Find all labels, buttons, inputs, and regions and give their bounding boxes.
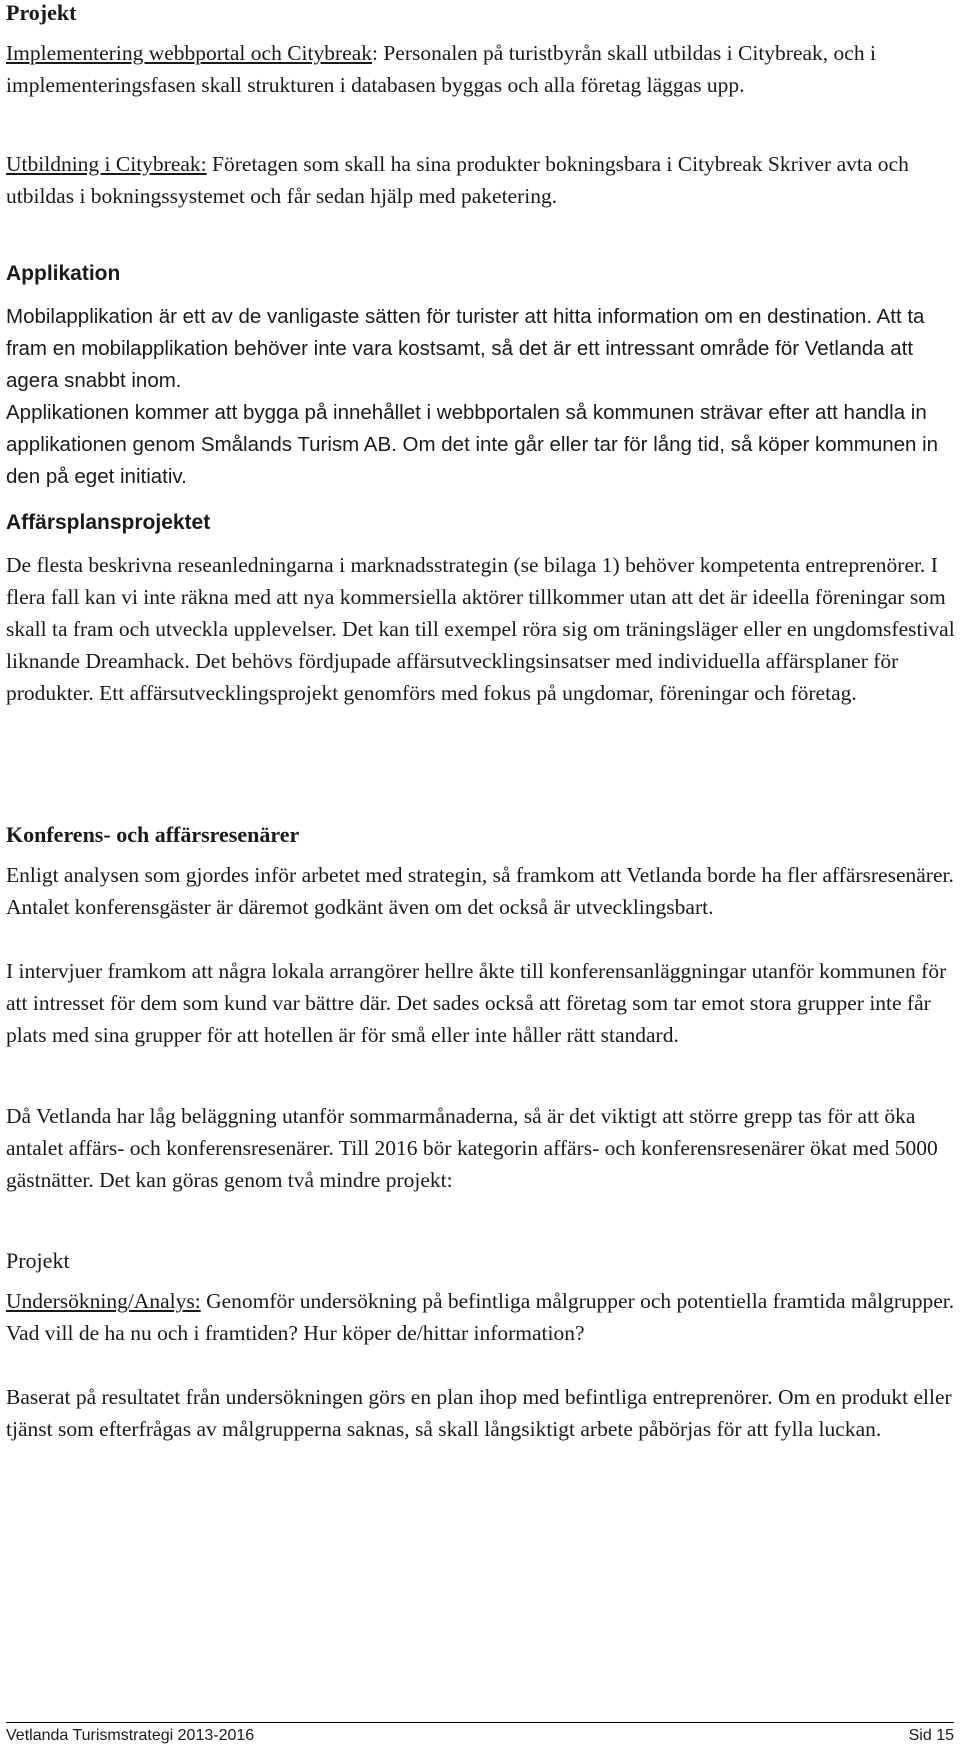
- footer-divider: [6, 1722, 954, 1723]
- paragraph-text: : Personalen på turistbyrån skall utbildas i Citybreak, och i implementeringsfasen skall strukturen i databasen byggas och alla företag läggas upp.: [6, 41, 876, 97]
- paragraph-affarsplan: De flesta beskrivna reseanledningarna i marknadsstrategin (se bilaga 1) behöver kompetenta entreprenörer. I flera fall kan vi inte räkna med att nya kommersiella aktörer tillkommer utan att det är ideella föreningar som skall ta fram och utveckla upplevelser. Det kan till exempel röra sig om träningsläger eller en ungdomsfestival liknande Dreamhack. Det behövs fördjupade affärsutvecklingsinsatser med individuella affärsplaner för produkter. Ett affärsutvecklingsprojekt genomförs med fokus på ungdomar, föreningar och företag.: [6, 553, 955, 705]
- underlined-lead: Implementering webbportal och Citybreak: [6, 41, 372, 65]
- page-footer: [6, 1727, 954, 1751]
- paragraph-text: Företagen som skall ha sina produkter bokningsbara i Citybreak Skriver avta och utbildas i bokningssystemet och får sedan hjälp med paketering.: [6, 152, 909, 208]
- paragraph-applikation-1: Mobilapplikation är ett av de vanligaste sätten för turister att hitta information om en destination. Att ta fram en mobilapplikation behöver inte vara kostsamt, så det är ett intressant område för Vetlanda att agera snabbt inom.: [6, 305, 925, 392]
- paragraph-konferens-2: I intervjuer framkom att några lokala arrangörer hellre åkte till konferensanläggningar utanför kommunen för att intresset för dem som kund var bättre där. Det sades också att företag som tar emot stora grupper inte får plats med sina grupper för att hotellen är för små eller inte håller rätt standard.: [6, 959, 947, 1047]
- section-heading-projekt-2: Projekt: [6, 1248, 70, 1273]
- underlined-lead: Utbildning i Citybreak:: [6, 152, 207, 176]
- paragraph-applikation-2: Applikationen kommer att bygga på innehållet i webbportalen så kommunen strävar efter att handla in applikationen genom Smålands Turism AB. Om det inte går eller tar för lång tid, så köper kommunen in den på eget initiativ.: [6, 401, 939, 488]
- section-heading-projekt: Projekt: [6, 0, 77, 25]
- paragraph-konferens-3: Då Vetlanda har låg beläggning utanför sommarmånaderna, så är det viktigt att större grepp tas för att öka antalet affärs- och konferensresenärer. Till 2016 bör kategorin affärs- och konferensresenärer ökat med 5000 gästnätter. Det kan göras genom två mindre projekt:: [6, 1104, 938, 1192]
- section-heading-affarsplan: Affärsplansprojektet: [6, 511, 211, 534]
- paragraph-utbildning: [6, 148, 956, 212]
- paragraph-implementering: [6, 37, 956, 101]
- underlined-lead: Undersökning/Analys:: [6, 1289, 201, 1313]
- footer-page-number: Sid 15: [908, 1727, 954, 1744]
- paragraph-undersokning: [6, 1285, 956, 1349]
- section-heading-konferens: Konferens- och affärsresenärer: [6, 822, 300, 847]
- paragraph-konferens-1: Enligt analysen som gjordes inför arbetet med strategin, så framkom att Vetlanda borde ha fler affärsresenärer. Antalet konferensgäster är däremot godkänt även om det också är utvecklingsbart.: [6, 863, 954, 919]
- section-heading-applikation: Applikation: [6, 262, 121, 285]
- footer-document-title: Vetlanda Turismstrategi 2013-2016: [6, 1727, 255, 1744]
- paragraph-baserat: Baserat på resultatet från undersökningen görs en plan ihop med befintliga entreprenörer. Om en produkt eller tjänst som efterfrågas av målgrupperna saknas, så skall långsiktigt arbete påbörjas för att fylla luckan.: [6, 1385, 952, 1441]
- paragraph-text: Genomför undersökning på befintliga målgrupper och potentiella framtida målgrupper. Vad vill de ha nu och i framtiden? Hur köper de/hittar information?: [6, 1289, 955, 1345]
